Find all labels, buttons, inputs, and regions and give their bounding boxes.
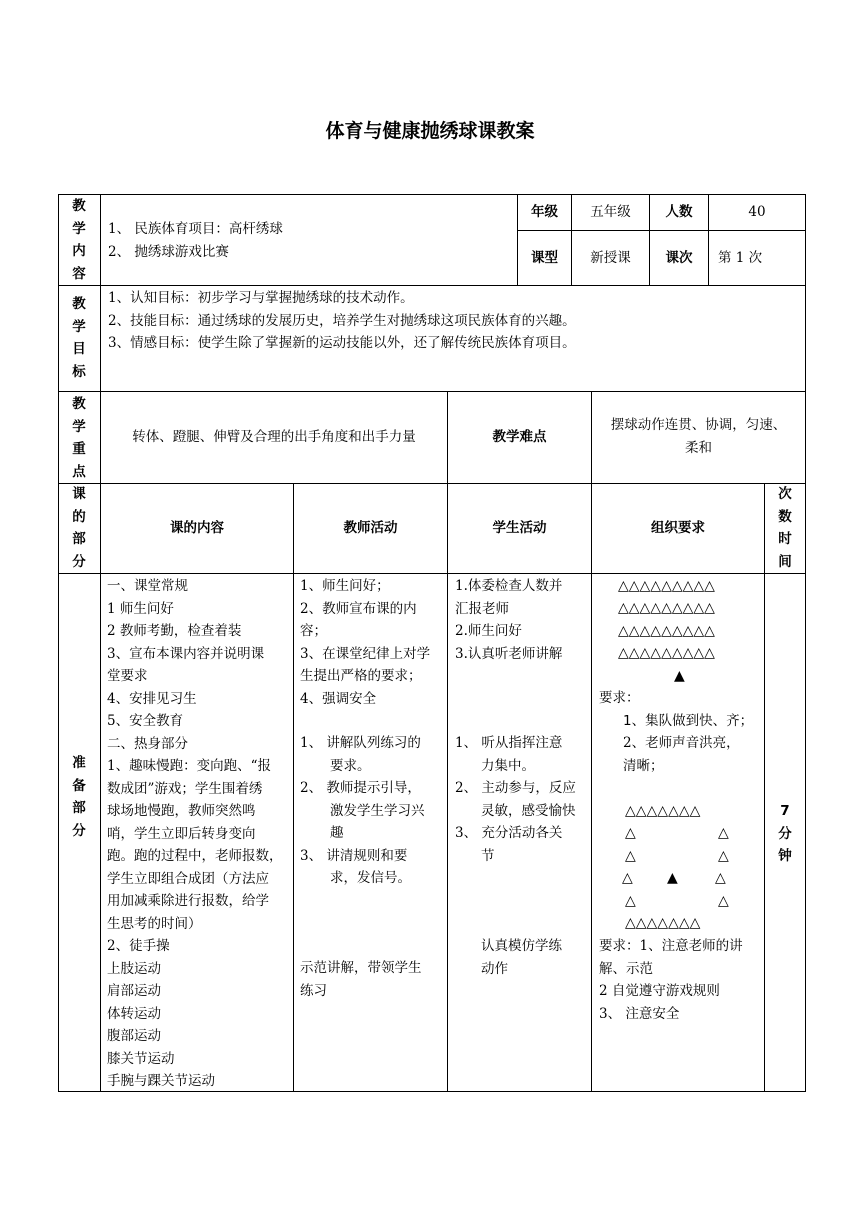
header-time-label: 次 数 时 间 (778, 486, 792, 570)
key-points: 转体、蹬腿、伸臂及合理的出手角度和出手力量 (132, 429, 416, 445)
count-label: 人数 (665, 204, 693, 220)
prep-student-b: 1、 听从指挥注意 力集中。 2、 主动参与，反应 灵敏，感受愉快 3、 充分活动各关 节 (455, 735, 576, 864)
square-teacher-marker: ▲ (667, 870, 678, 886)
formation-rows (591, 575, 765, 665)
prep-teacher-b: 1、 讲解队列练习的 要求。 2、 教师提示引导， 激发学生学习兴 趣 3、 讲清规则和要 求，发信号。 (300, 735, 425, 886)
row-keypoints-label: 教 学 重 点 (72, 396, 86, 480)
header-student: 学生活动 (492, 520, 547, 536)
grade-label: 年级 (531, 204, 558, 220)
count-value: 40 (748, 204, 766, 220)
row-objectives-label: 教 学 目 标 (72, 296, 86, 380)
org-requirements-1: 要求： 1、集队做到快、齐； 2、老师声音洪亮， 清晰； (599, 690, 754, 774)
header-content: 课的内容 (170, 520, 224, 536)
prep-teacher-a: 1、师生问好； 2、教师宣布课的内 容； 3、在课堂纪律上对学 生提出严格的要求； 4、强调安全 (300, 578, 431, 707)
type-value: 新授课 (590, 250, 631, 266)
grade-value: 五年级 (590, 204, 631, 220)
prep-teacher-c: 示范讲解，带领学生 练习 (300, 960, 422, 999)
header-teacher: 教师活动 (343, 520, 398, 536)
formation-row: △△△△△△△△△ (618, 578, 715, 594)
header-part-label: 课 的 部 分 (72, 486, 86, 570)
formation-row: △△△△△△△△△ (618, 600, 715, 616)
prep-time: 7 分 钟 (778, 803, 792, 864)
prep-student-a: 1.体委检查人数并 汇报老师 2.师生问好 3.认真听老师讲解 (455, 578, 563, 662)
formation-row: △△△△△△△△△ (618, 623, 715, 639)
objectives-list: 1、认知目标：初步学习与掌握抛绣球的技术动作。 2、技能目标：通过绣球的发展历史，培养学生对抛绣球这项民族体育的兴趣。 3、情感目标：使学生除了掌握新的运动技能以外，还了解传统民族体育项目。 (108, 290, 576, 351)
prep-content: 一、课堂常规 1 师生问好 2 教师考勤，检查着装 3、宣布本课内容并说明课 堂要求 4、安排见习生 5、安全教育 二、热身部分 1、趣味慢跑：变向跑、“报 数成团”游戏；学生围着绣 球场地慢跑，教师突然鸣 哨，学生立即后转身变向 跑。跑的过程中，老师报数， 学生立即组合成团（方法应 用加减乘除进行报数，给学 生思考的时间） 2、徒手操 上肢运动 肩部运动 体转运动 腹部运动 膝关节运动 手腕与踝关节运动 (107, 578, 283, 1089)
difficulty-text: 摆球动作连贯、协调，匀速、 柔和 (610, 417, 787, 456)
session-label: 课次 (665, 250, 693, 266)
row-content-label: 教 学 内 容 (72, 198, 86, 282)
square-formation: △△△△△△△ △ △ △ △ △ ▲ △ △ △ △△△△△△△ (622, 803, 729, 931)
page-title: 体育与健康抛绣球课教案 (325, 120, 535, 142)
content-items: 1、 民族体育项目：高杆绣球 2、 抛绣球游戏比赛 (108, 221, 283, 260)
formation-teacher-marker: ▲ (674, 668, 685, 684)
session-value: 第 1 次 (718, 250, 763, 266)
difficulty-label: 教学难点 (492, 429, 547, 445)
header-org: 组织要求 (651, 520, 705, 536)
prep-student-c: 认真模仿学练 动作 (481, 938, 562, 977)
formation-row: △△△△△△△△△ (618, 645, 715, 661)
prep-label: 准 备 部 分 (72, 755, 86, 839)
type-label: 课型 (531, 250, 558, 266)
org-requirements-2: 要求：1、注意老师的讲 解、示范 2 自觉遵守游戏规则 3、 注意安全 (599, 938, 743, 1022)
